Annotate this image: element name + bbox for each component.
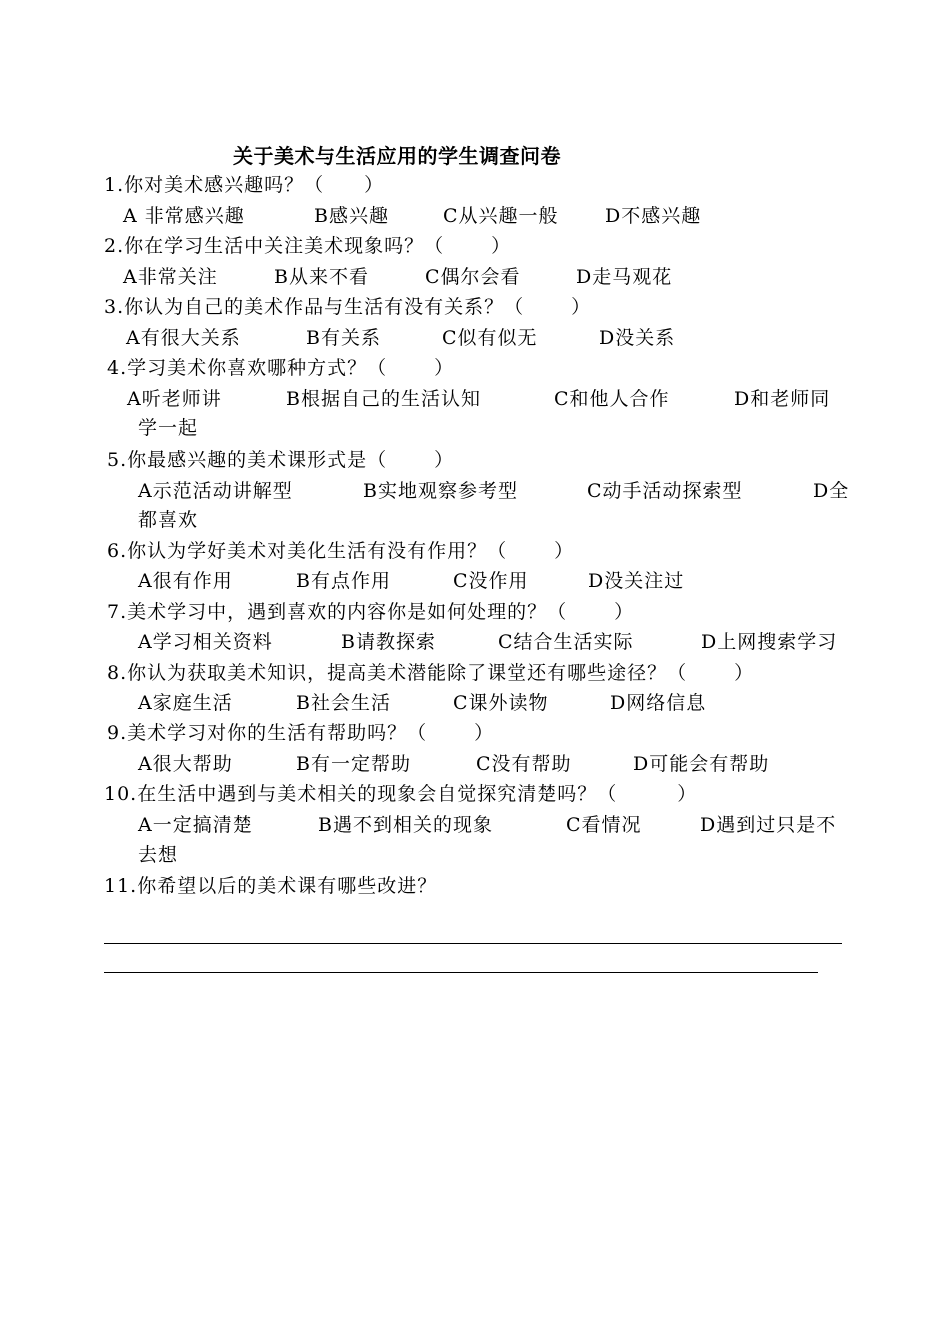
question-4: 4.学习美术你喜欢哪种方式？（ ） bbox=[107, 357, 455, 379]
option-1b: B感兴趣 bbox=[314, 205, 389, 227]
answer-line-2 bbox=[104, 972, 818, 973]
option-8c: C课外读物 bbox=[453, 692, 549, 714]
option-9b: B有一定帮助 bbox=[296, 753, 411, 775]
question-1: 1.你对美术感兴趣吗？（ ） bbox=[104, 174, 385, 196]
option-10d: D遇到过只是不 bbox=[700, 814, 837, 836]
option-3c: C似有似无 bbox=[442, 327, 538, 349]
option-10d-continued: 去想 bbox=[138, 844, 179, 866]
option-7c: C结合生活实际 bbox=[498, 631, 634, 653]
option-5c: C动手活动探索型 bbox=[587, 480, 743, 502]
option-3b: B有关系 bbox=[306, 327, 381, 349]
option-10c: C看情况 bbox=[566, 814, 642, 836]
answer-line-1 bbox=[104, 943, 842, 944]
option-6c: C没作用 bbox=[453, 570, 529, 592]
option-7b: B请教探索 bbox=[341, 631, 436, 653]
option-6d: D没关注过 bbox=[588, 570, 685, 592]
option-8d: D网络信息 bbox=[610, 692, 707, 714]
question-11: 11.你希望以后的美术课有哪些改进？ bbox=[104, 875, 438, 897]
question-8: 8.你认为获取美术知识，提高美术潜能除了课堂还有哪些途径？（ ） bbox=[107, 662, 755, 684]
option-2d: D走马观花 bbox=[576, 266, 673, 288]
option-7a: A学习相关资料 bbox=[138, 631, 273, 653]
option-3a: A有很大关系 bbox=[126, 327, 241, 349]
option-8b: B社会生活 bbox=[296, 692, 391, 714]
option-9d: D可能会有帮助 bbox=[633, 753, 770, 775]
question-5: 5.你最感兴趣的美术课形式是（ ） bbox=[107, 449, 455, 471]
question-2: 2.你在学习生活中关注美术现象吗？（ ） bbox=[104, 235, 512, 257]
option-6b: B有点作用 bbox=[296, 570, 391, 592]
option-9c: C没有帮助 bbox=[476, 753, 572, 775]
option-5d: D全 bbox=[813, 480, 850, 502]
option-10a: A一定搞清楚 bbox=[138, 814, 253, 836]
option-1c: C从兴趣一般 bbox=[443, 205, 559, 227]
option-6a: A很有作用 bbox=[138, 570, 233, 592]
question-6: 6.你认为学好美术对美化生活有没有作用？（ ） bbox=[107, 540, 575, 562]
option-4d: D和老师同 bbox=[734, 388, 831, 410]
question-3: 3.你认为自己的美术作品与生活有没有关系？（ ） bbox=[104, 296, 592, 318]
option-9a: A很大帮助 bbox=[138, 753, 233, 775]
option-2c: C偶尔会看 bbox=[425, 266, 521, 288]
question-9: 9.美术学习对你的生活有帮助吗？（ ） bbox=[107, 722, 495, 744]
option-2a: A非常关注 bbox=[123, 266, 218, 288]
option-4a: A听老师讲 bbox=[127, 388, 222, 410]
option-4b: B根据自己的生活认知 bbox=[286, 388, 481, 410]
option-4c: C和他人合作 bbox=[554, 388, 670, 410]
page-title: 关于美术与生活应用的学生调查问卷 bbox=[233, 144, 561, 168]
option-5a: A示范活动讲解型 bbox=[138, 480, 293, 502]
option-2b: B从来不看 bbox=[274, 266, 369, 288]
option-3d: D没关系 bbox=[599, 327, 676, 349]
option-1d: D不感兴趣 bbox=[605, 205, 702, 227]
option-1a: A 非常感兴趣 bbox=[123, 205, 245, 227]
option-5b: B实地观察参考型 bbox=[363, 480, 518, 502]
question-7: 7.美术学习中，遇到喜欢的内容你是如何处理的？（ ） bbox=[107, 601, 635, 623]
option-4d-continued: 学一起 bbox=[138, 417, 199, 439]
question-10: 10.在生活中遇到与美术相关的现象会自觉探究清楚吗？（ ） bbox=[104, 783, 698, 805]
option-10b: B遇不到相关的现象 bbox=[318, 814, 493, 836]
option-7d: D上网搜索学习 bbox=[701, 631, 838, 653]
option-5d-continued: 都喜欢 bbox=[138, 509, 199, 531]
option-8a: A家庭生活 bbox=[138, 692, 233, 714]
